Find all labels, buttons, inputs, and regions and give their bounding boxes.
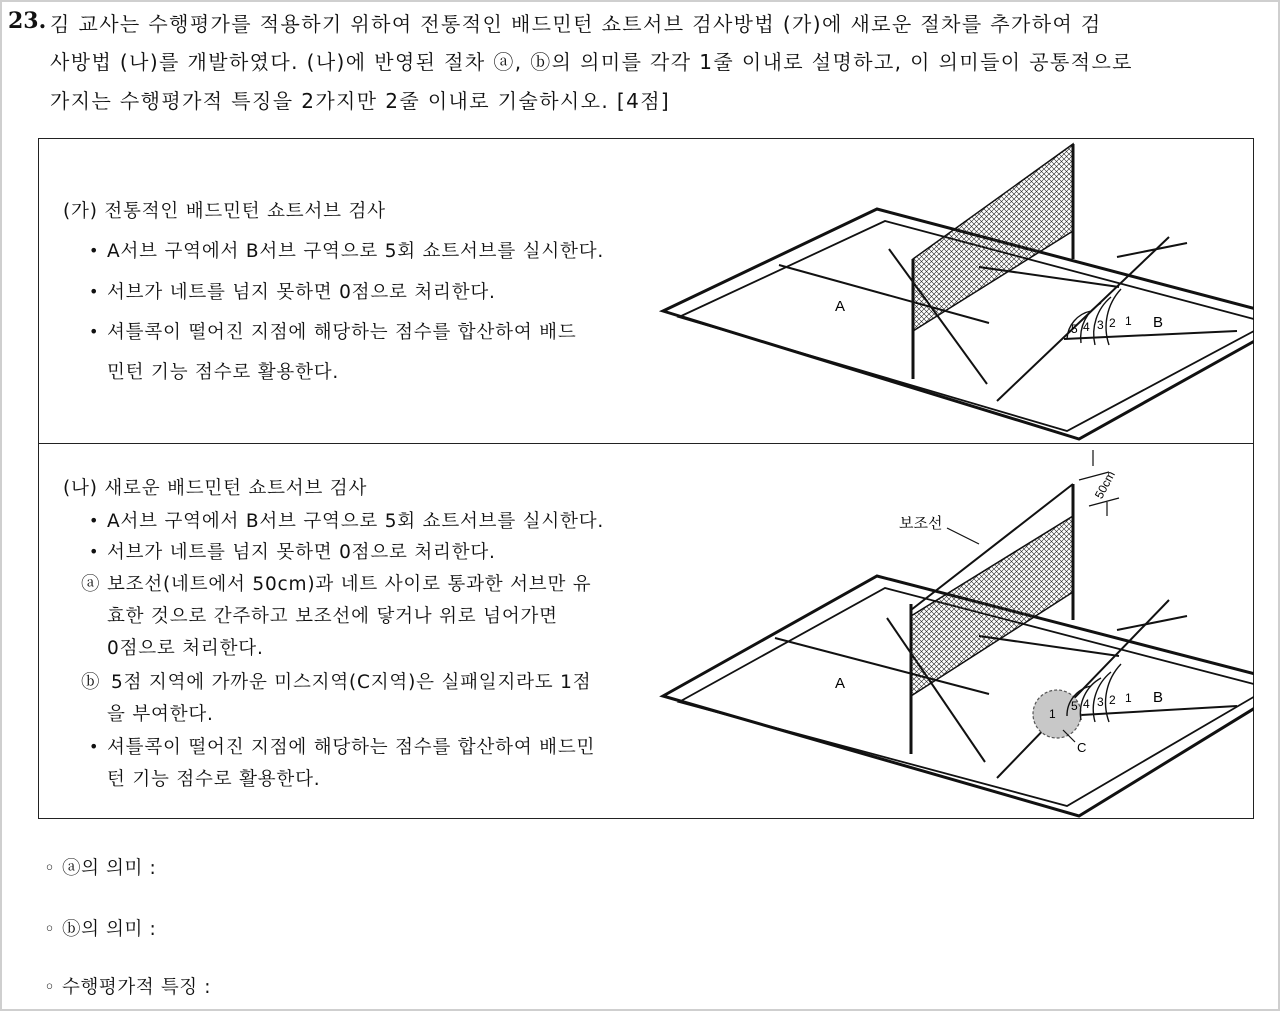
court-label-a: A	[835, 675, 846, 692]
zone-label: 3	[1097, 318, 1104, 332]
question-line-2: 사방법 (나)를 개발하였다. (나)에 반영된 절차 ⓐ, ⓑ의 의미를 각각 1줄 이내로 설명하고, 이 의미들이 공통적으로	[50, 50, 1133, 74]
panel-new-test	[38, 443, 1254, 819]
zone-label: 1	[1125, 314, 1132, 328]
court-label-c: C	[1077, 740, 1087, 755]
height-label-50cm: 50cm	[1091, 468, 1119, 502]
zone-label: 5	[1071, 699, 1078, 713]
panel-a-item-3: 셔틀콕이 떨어진 지점에 해당하는 점수를 합산하여 배드	[107, 322, 577, 343]
panel-b-item-1: A서브 구역에서 B서브 구역으로 5회 쇼트서브를 실시한다.	[107, 511, 605, 532]
bullet-dot: •	[89, 241, 99, 260]
bullet-dot: •	[89, 542, 99, 561]
question-number: 23.	[8, 8, 47, 34]
court-label-b: B	[1153, 689, 1164, 706]
panel-a-item-2: 서브가 네트를 넘지 못하면 0점으로 처리한다.	[107, 282, 496, 303]
panel-b-item-last-line2: 턴 기능 점수로 활용한다.	[107, 769, 321, 790]
panel-a-item-3-cont: 민턴 기능 점수로 활용한다.	[107, 362, 340, 383]
panel-a-title: (가) 전통적인 배드민턴 쇼트서브 검사	[63, 201, 386, 222]
net	[913, 144, 1073, 331]
marker-a: ⓐ	[81, 574, 101, 595]
court-label-b: B	[1153, 314, 1164, 331]
panel-b-item-2: 서브가 네트를 넘지 못하면 0점으로 처리한다.	[107, 542, 496, 563]
zone-label: 4	[1083, 697, 1090, 711]
bullet-dot: •	[89, 282, 99, 301]
panel-b-item-a-line1: 보조선(네트에서 50cm)과 네트 사이로 통과한 서브만 유	[107, 574, 592, 595]
zone-label: 1	[1125, 691, 1132, 705]
answer-b-meaning: ◦ ⓑ의 의미 :	[44, 919, 157, 940]
miss-zone-value: 1	[1049, 707, 1056, 721]
zone-label: 3	[1097, 695, 1104, 709]
panel-b-item-a-line3: 0점으로 처리한다.	[107, 638, 264, 659]
marker-b: ⓑ	[81, 672, 101, 693]
answer-feature: ◦ 수행평가적 특징 :	[44, 977, 212, 998]
panel-b-item-a-line2: 효한 것으로 간주하고 보조선에 닿거나 위로 넘어가면	[107, 606, 558, 627]
panel-b-item-b-line2: 을 부여한다.	[107, 704, 214, 725]
net	[911, 516, 1073, 696]
badminton-court-figure-new	[649, 444, 1254, 818]
panel-b-item-last-line1: 셔틀콕이 떨어진 지점에 해당하는 점수를 합산하여 배드민	[107, 737, 596, 758]
question-line-3: 가지는 수행평가적 특징을 2가지만 2줄 이내로 기술하시오. [4점]	[50, 89, 671, 113]
panel-b-title: (나) 새로운 배드민턴 쇼트서브 검사	[63, 478, 368, 499]
bullet-dot: •	[89, 737, 99, 756]
answer-a-meaning: ◦ ⓐ의 의미 :	[44, 858, 157, 879]
court-label-a: A	[835, 298, 846, 315]
panel-traditional-test	[38, 138, 1254, 444]
panel-a-item-1: A서브 구역에서 B서브 구역으로 5회 쇼트서브를 실시한다.	[107, 241, 605, 262]
zone-label: 2	[1109, 693, 1116, 707]
question-line-1: 김 교사는 수행평가를 적용하기 위하여 전통적인 배드민턴 쇼트서브 검사방법 (가)에 새로운 절차를 추가하여 검	[50, 12, 1102, 36]
zone-label: 5	[1071, 322, 1078, 336]
zone-label: 4	[1083, 320, 1090, 334]
zone-label: 2	[1109, 316, 1116, 330]
auxiliary-line-label: 보조선	[899, 515, 943, 532]
bullet-dot: •	[89, 511, 99, 530]
panel-b-item-b-line1: 5점 지역에 가까운 미스지역(C지역)은 실패일지라도 1점	[111, 672, 592, 693]
bullet-dot: •	[89, 322, 99, 341]
badminton-court-figure-traditional	[649, 139, 1254, 443]
